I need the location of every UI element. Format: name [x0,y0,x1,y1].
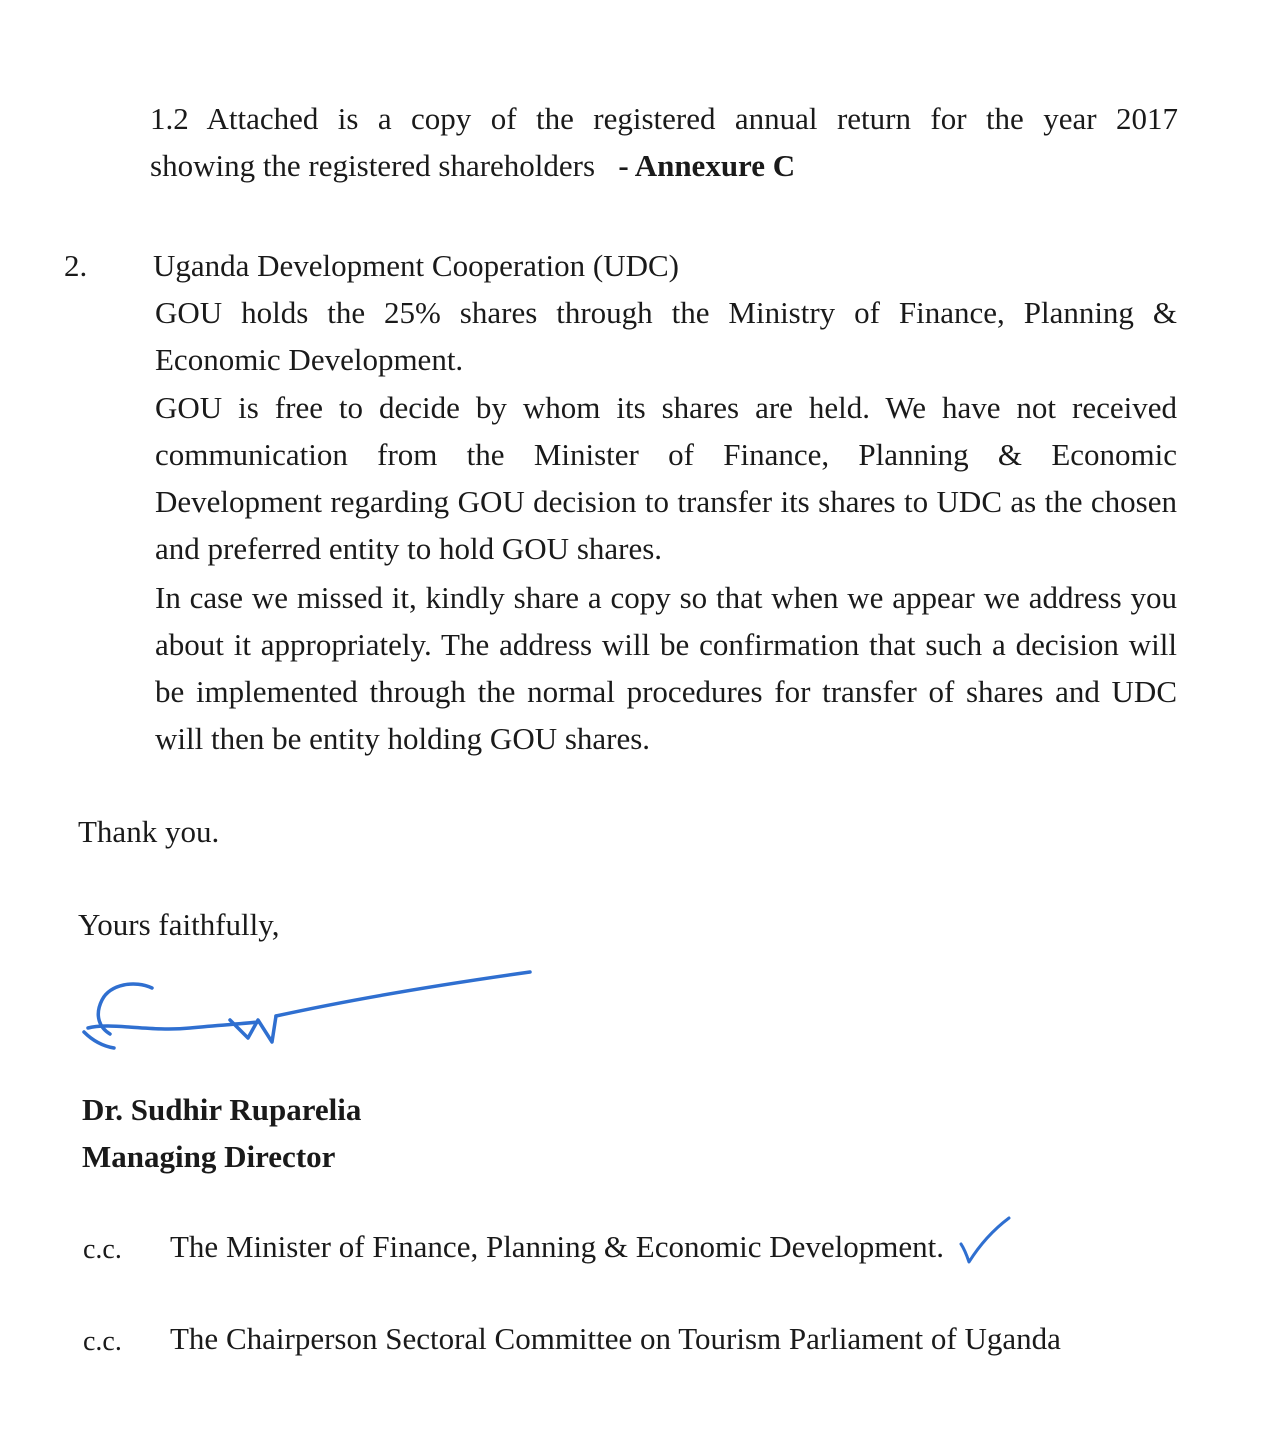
annexure-reference: - Annexure C [618,148,796,183]
item-2-paragraph-2: GOU is free to decide by whom its shares are held. We have not received communication from the Minister of Finance, Planning & Economic Development regarding GOU decision to transfer its shares to UDC as the chosen and preferred entity to hold GOU shares. [155,390,1177,566]
section-1-2-line2 [150,142,1178,189]
cc-recipient-2: The Chairperson Sectoral Committee on Tourism Parliament of Uganda [170,1321,1061,1356]
thank-you-line: Thank you. [78,814,220,849]
section-1-2 [150,95,1178,189]
section-1-2-line2-text: showing the registered shareholders [150,148,596,183]
item-2-heading: Uganda Development Cooperation (UDC) [153,248,680,283]
signatory-name: Dr. Sudhir Ruparelia [82,1092,362,1127]
cc-label-1: c.c. [83,1234,122,1265]
handwritten-signature [80,962,540,1062]
item-2-number: 2. [64,248,88,283]
item-2-paragraph-3: In case we missed it, kindly share a copy so that when we appear we address you about it appropriately. The address will be confirmation that such a decision will be implemented through the normal procedures for transfer of shares and UDC will then be entity holding GOU shares. [155,580,1177,756]
closing-salutation: Yours faithfully, [78,907,280,942]
cc-recipient-1: The Minister of Finance, Planning & Economic Development. [170,1229,944,1264]
cc-label-2: c.c. [83,1326,122,1357]
signatory-title: Managing Director [82,1139,336,1174]
check-mark-icon [955,1214,1015,1270]
item-2-paragraph-1: GOU holds the 25% shares through the Ministry of Finance, Planning & Economic Development. [155,295,1177,377]
section-1-2-line1: 1.2 Attached is a copy of the registered annual return for the year 2017 [150,101,1178,136]
